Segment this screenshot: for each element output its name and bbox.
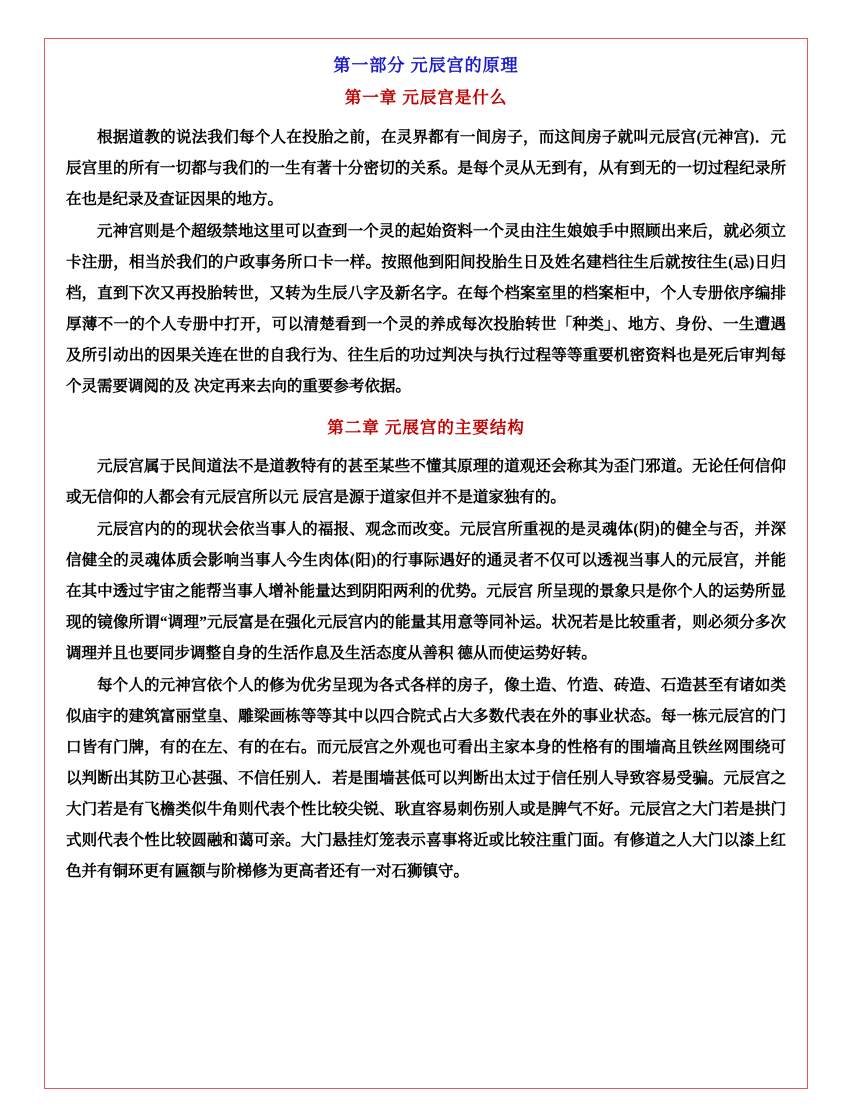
chapter-2-heading: 第二章 元展宫的主要结构	[327, 417, 525, 437]
chapter-1-heading: 第一章 元辰宫是什么	[344, 88, 508, 108]
paragraph: 每个人的元神宫依个人的修为优劣呈现为各式各样的房子，像土造、竹造、砖造、石造甚至有诸如类似庙宇的建筑富丽堂皇、雕梁画栋等等其中以四合院式占大多数代表在外的事业状态。每一栋元辰宫的门口皆有门牌，有的在左、有的在右。而元辰宫之外观也可看出主家本身的性格有的围墙高且铁丝网围绕可以判断出其防卫心甚强、不信任别人．若是围墙甚低可以判断出太过于信任别人导致容易受骗。元辰宫之大门若是有飞檐类似牛角则代表个性比较尖锐、耿直容易刺伤别人或是脾气不好。元辰宫之大门若是拱门式则代表个性比较圆融和蔼可亲。大门悬挂灯笼表示喜事将近或比较注重门面。有修道之人大门以漆上红色并有铜环更有匾额与阶梯修为更高者还有一对石狮镇守。	[66, 676, 786, 880]
paragraph: 元辰宫内的的现状会依当事人的福报、观念而改变。元辰宫所重视的是灵魂体(阴)的健全与否，并深信健全的灵魂体质会影响当事人今生肉体(阳)的行事际遇好的通灵者不仅可以透视当事人的元辰宫，并能在其中透过宇宙之能帮当事人增补能量达到阴阳两利的优势。元辰宫 所呈现的景象只是你个人的运势所显现的镜像所谓“调理”元辰富是在强化元辰宫内的能量其用意等同补运。状况若是比较重者，则必须分多次调理并且也要同步调整自身的生活作息及生活态度从善积 德从而使运势好转。	[66, 520, 786, 662]
paragraph: 元神宫则是个超级禁地这里可以查到一个灵的起始资料一个灵由注生娘娘手中照顾出来后，就必须立卡注册，相当於我们的户政事务所口卡一样。按照他到阳间投胎生日及姓名建档往生后就按往生(忌)日归档，直到下次又再投胎转世，又转为生辰八字及新名字。在每个档案室里的档案柜中，个人专册依序编排厚薄不一的个人专册中打开，可以清楚看到一个灵的养成每次投胎转世「种类」、地方、身份、一生遭遇及所引动出的因果关连在世的自我行为、往生后的功过判决与执行过程等等重要机密资料也是死后审判每个灵需要调阅的及 决定再来去向的重要参考依据。	[66, 222, 786, 395]
paragraph: 元辰宫属于民间道法不是道教特有的甚至某些不懂其原理的道观还会称其为歪门邪道。无论任何信仰或无信仰的人都会有元辰宫所以元 辰宫是源于道家但并不是道家独有的。	[66, 457, 786, 506]
spacer	[66, 403, 786, 409]
page-title: 第一部分 元辰宫的原理	[333, 56, 519, 75]
document-content	[44, 38, 808, 898]
paragraph: 根据道教的说法我们每个人在投胎之前，在灵界都有一间房子，而这间房子就叫元辰宫(元神宫)．元辰宫里的所有一切都与我们的一生有著十分密切的关系。是每个灵从无到有，从有到无的一切过程纪录所在也是纪录及查证因果的地方。	[66, 128, 786, 208]
